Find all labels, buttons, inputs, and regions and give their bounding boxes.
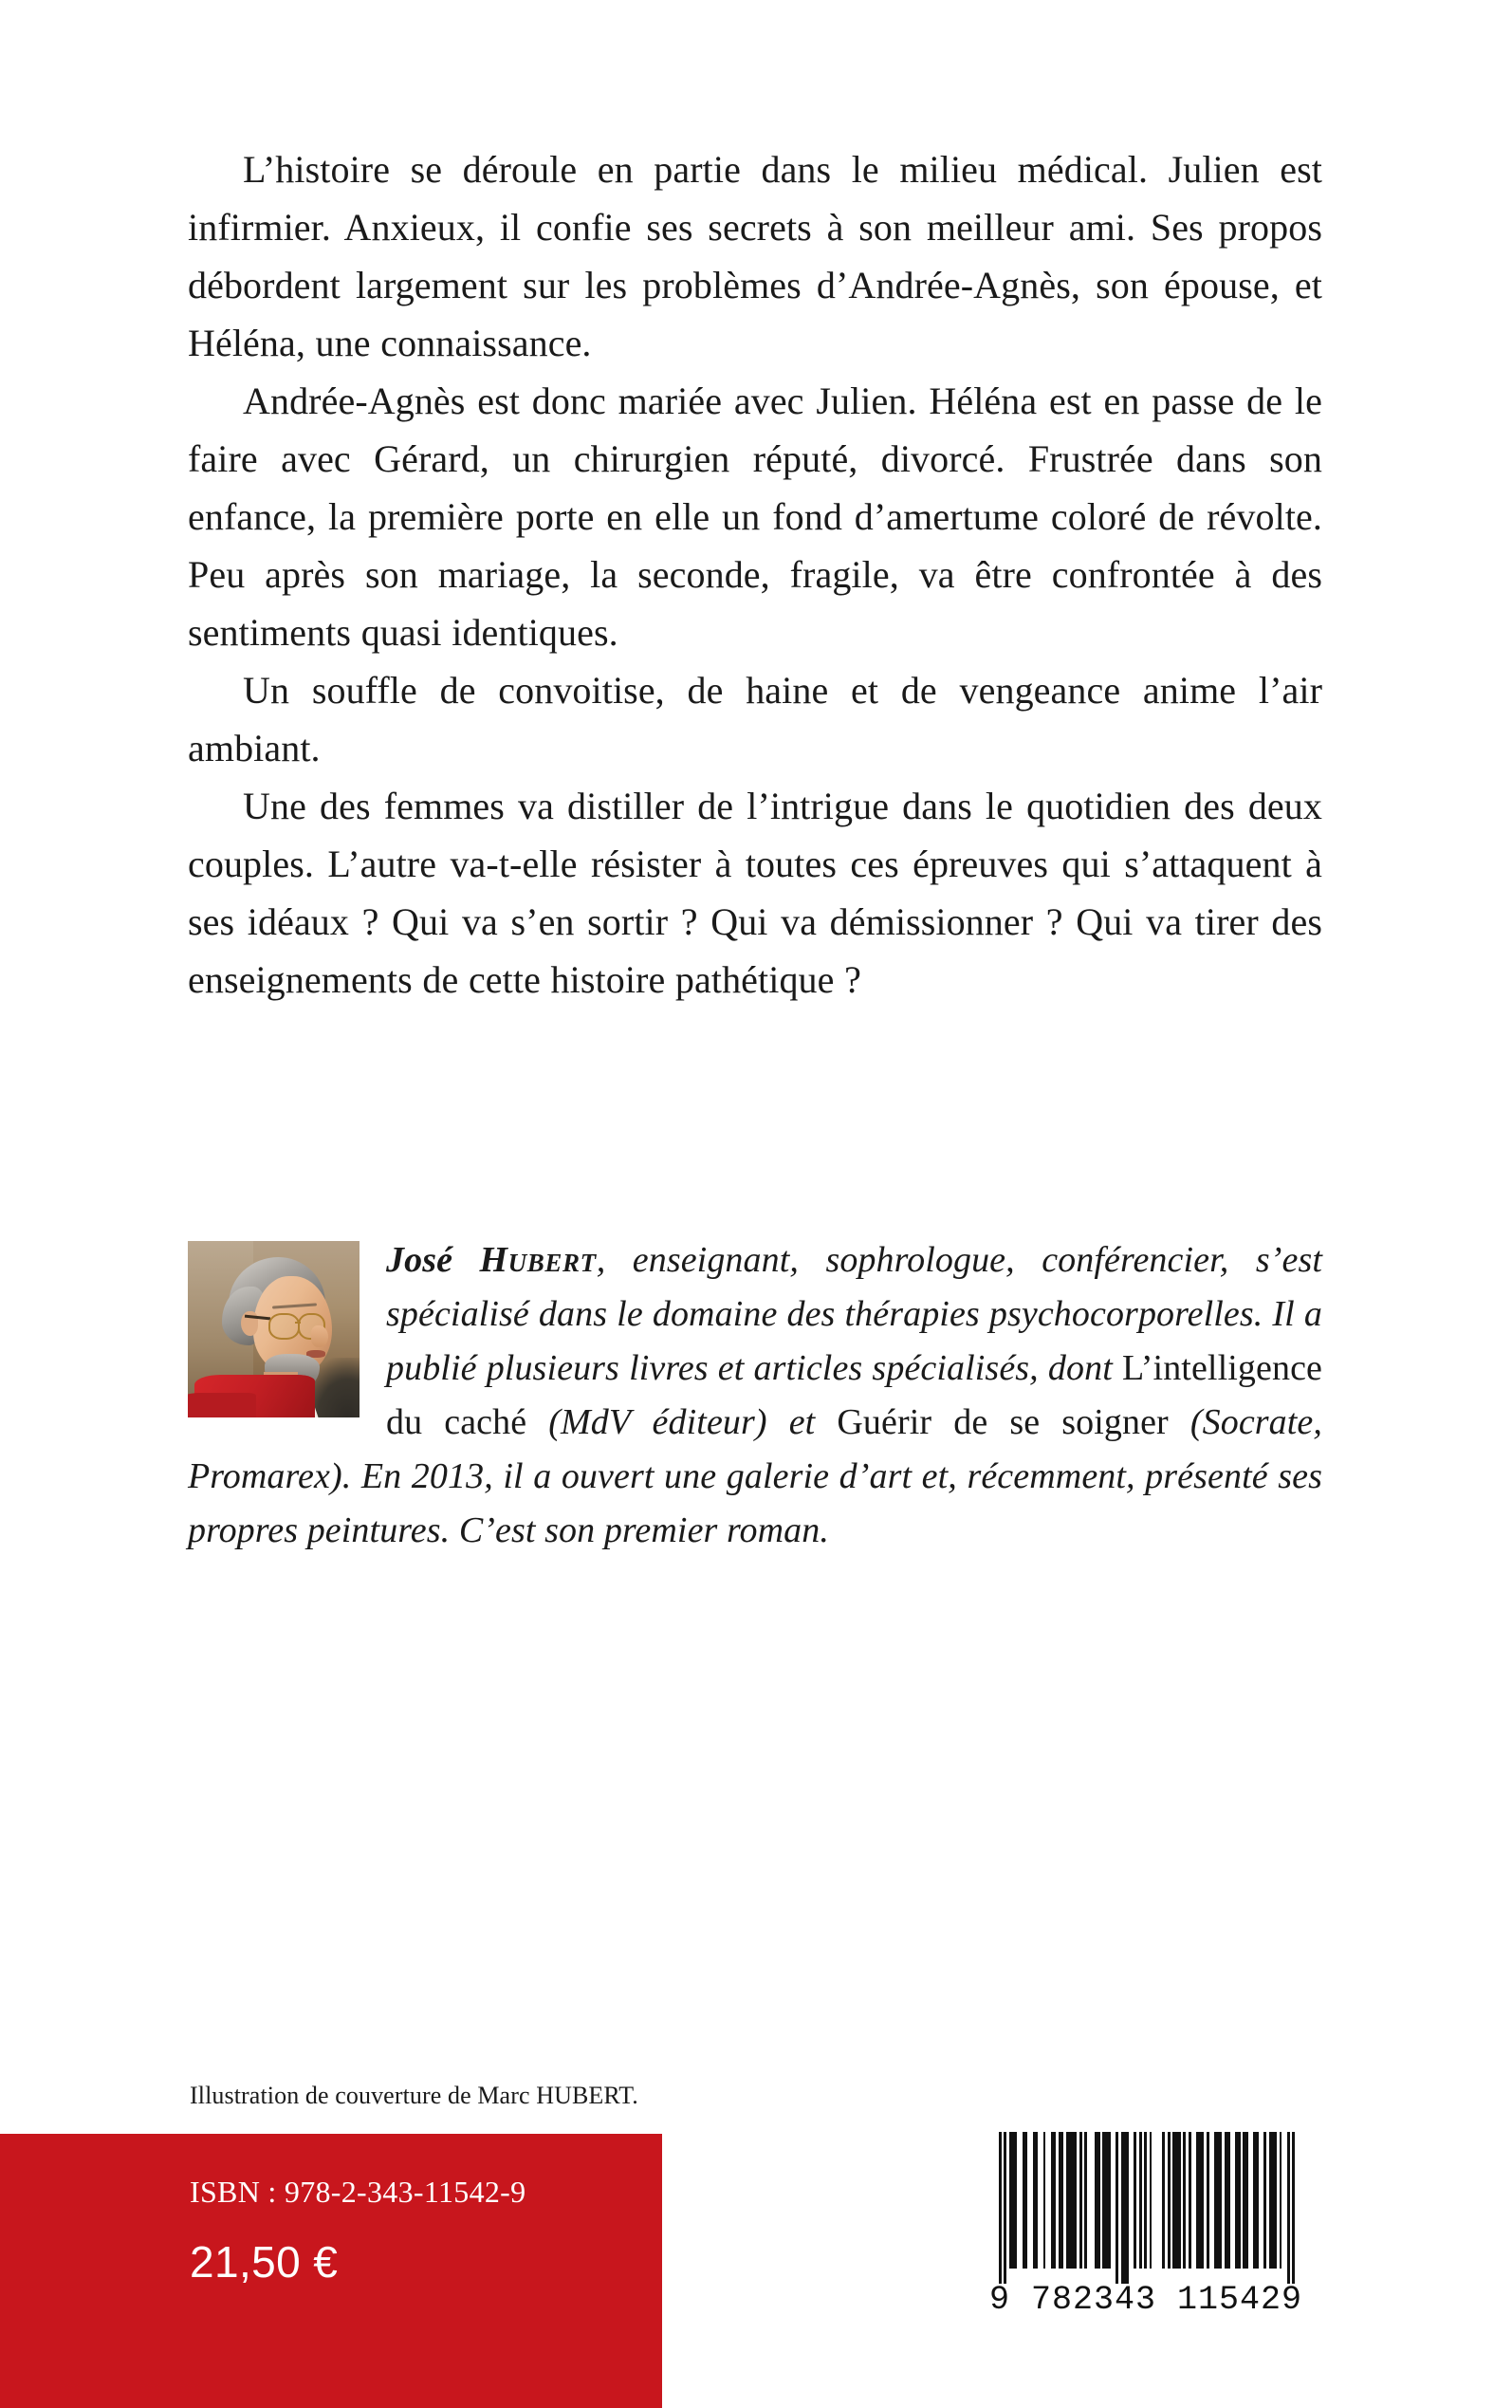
bio-segment-1: , enseignant, sophrologue, conférencier, s’est spécialisé dans le domaine des thérapies psychocorporelles. Il a publié plusieurs livres et articles spécialisés, dont (386, 1240, 1322, 1388)
price-text: 21,50 € (190, 2237, 339, 2287)
synopsis-paragraph-1: L’histoire se déroule en partie dans le milieu médical. Julien est infirmier. Anxieux, il confie ses secrets à son meilleur ami. Ses propos débordent largement sur les problèmes d’Andrée-Agnès, son épouse, et Héléna, une connaissance. (188, 148, 1322, 364)
bio-segment-2: (MdV éditeur) et (526, 1402, 838, 1442)
bio-book-title-2: Guérir de se soigner (837, 1402, 1169, 1442)
synopsis-paragraph-4: Une des femmes va distiller de l’intrigue dans le quotidien des deux couples. L’autre va-t-elle résister à toutes ces épreuves qui s’attaquent à ses idéaux ? Qui va s’en sortir ? Qui va démissionner ? Qui va tirer des enseignements de cette histoire pathétique ? (188, 785, 1322, 1001)
illustration-credit: Illustration de couverture de Marc HUBERT. (190, 2082, 638, 2109)
author-first-name: José (386, 1240, 480, 1280)
portrait-glasses-bridge (295, 1322, 300, 1324)
synopsis-paragraph-2: Andrée-Agnès est donc mariée avec Julien. Héléna est en passe de le faire avec Gérard, un chirurgien réputé, divorcé. Frustrée dans son enfance, la première porte en elle un fond d’amertume coloré de révolte. Peu après son mariage, la seconde, fragile, va être confrontée à des sentiments quasi identiques. (188, 380, 1322, 654)
author-portrait-photo (188, 1241, 360, 1417)
author-last-name: Hubert (479, 1240, 597, 1280)
portrait-glasses-lens-left (268, 1313, 300, 1340)
synopsis-block (188, 140, 1322, 1009)
barcode-digits: 9 782343 115429 (988, 2281, 1303, 2319)
barcode-bars (999, 2132, 1295, 2284)
author-bio-block (188, 1233, 1322, 1558)
bio-segment-3: (Socrate, Promarex). En 2013, il a ouvert une galerie d’art et, récemment, présenté ses propres peintures. C’est son premier roman. (188, 1402, 1322, 1550)
portrait-nose (311, 1325, 328, 1346)
isbn-text: ISBN : 978-2-343-11542-9 (190, 2175, 526, 2209)
portrait-red-sweater-shoulder (188, 1393, 256, 1417)
bio-book-title-1: L’intelligence du caché (386, 1348, 1322, 1442)
synopsis-paragraph-3: Un souffle de convoitise, de haine et de vengeance anime l’air ambiant. (188, 669, 1322, 769)
